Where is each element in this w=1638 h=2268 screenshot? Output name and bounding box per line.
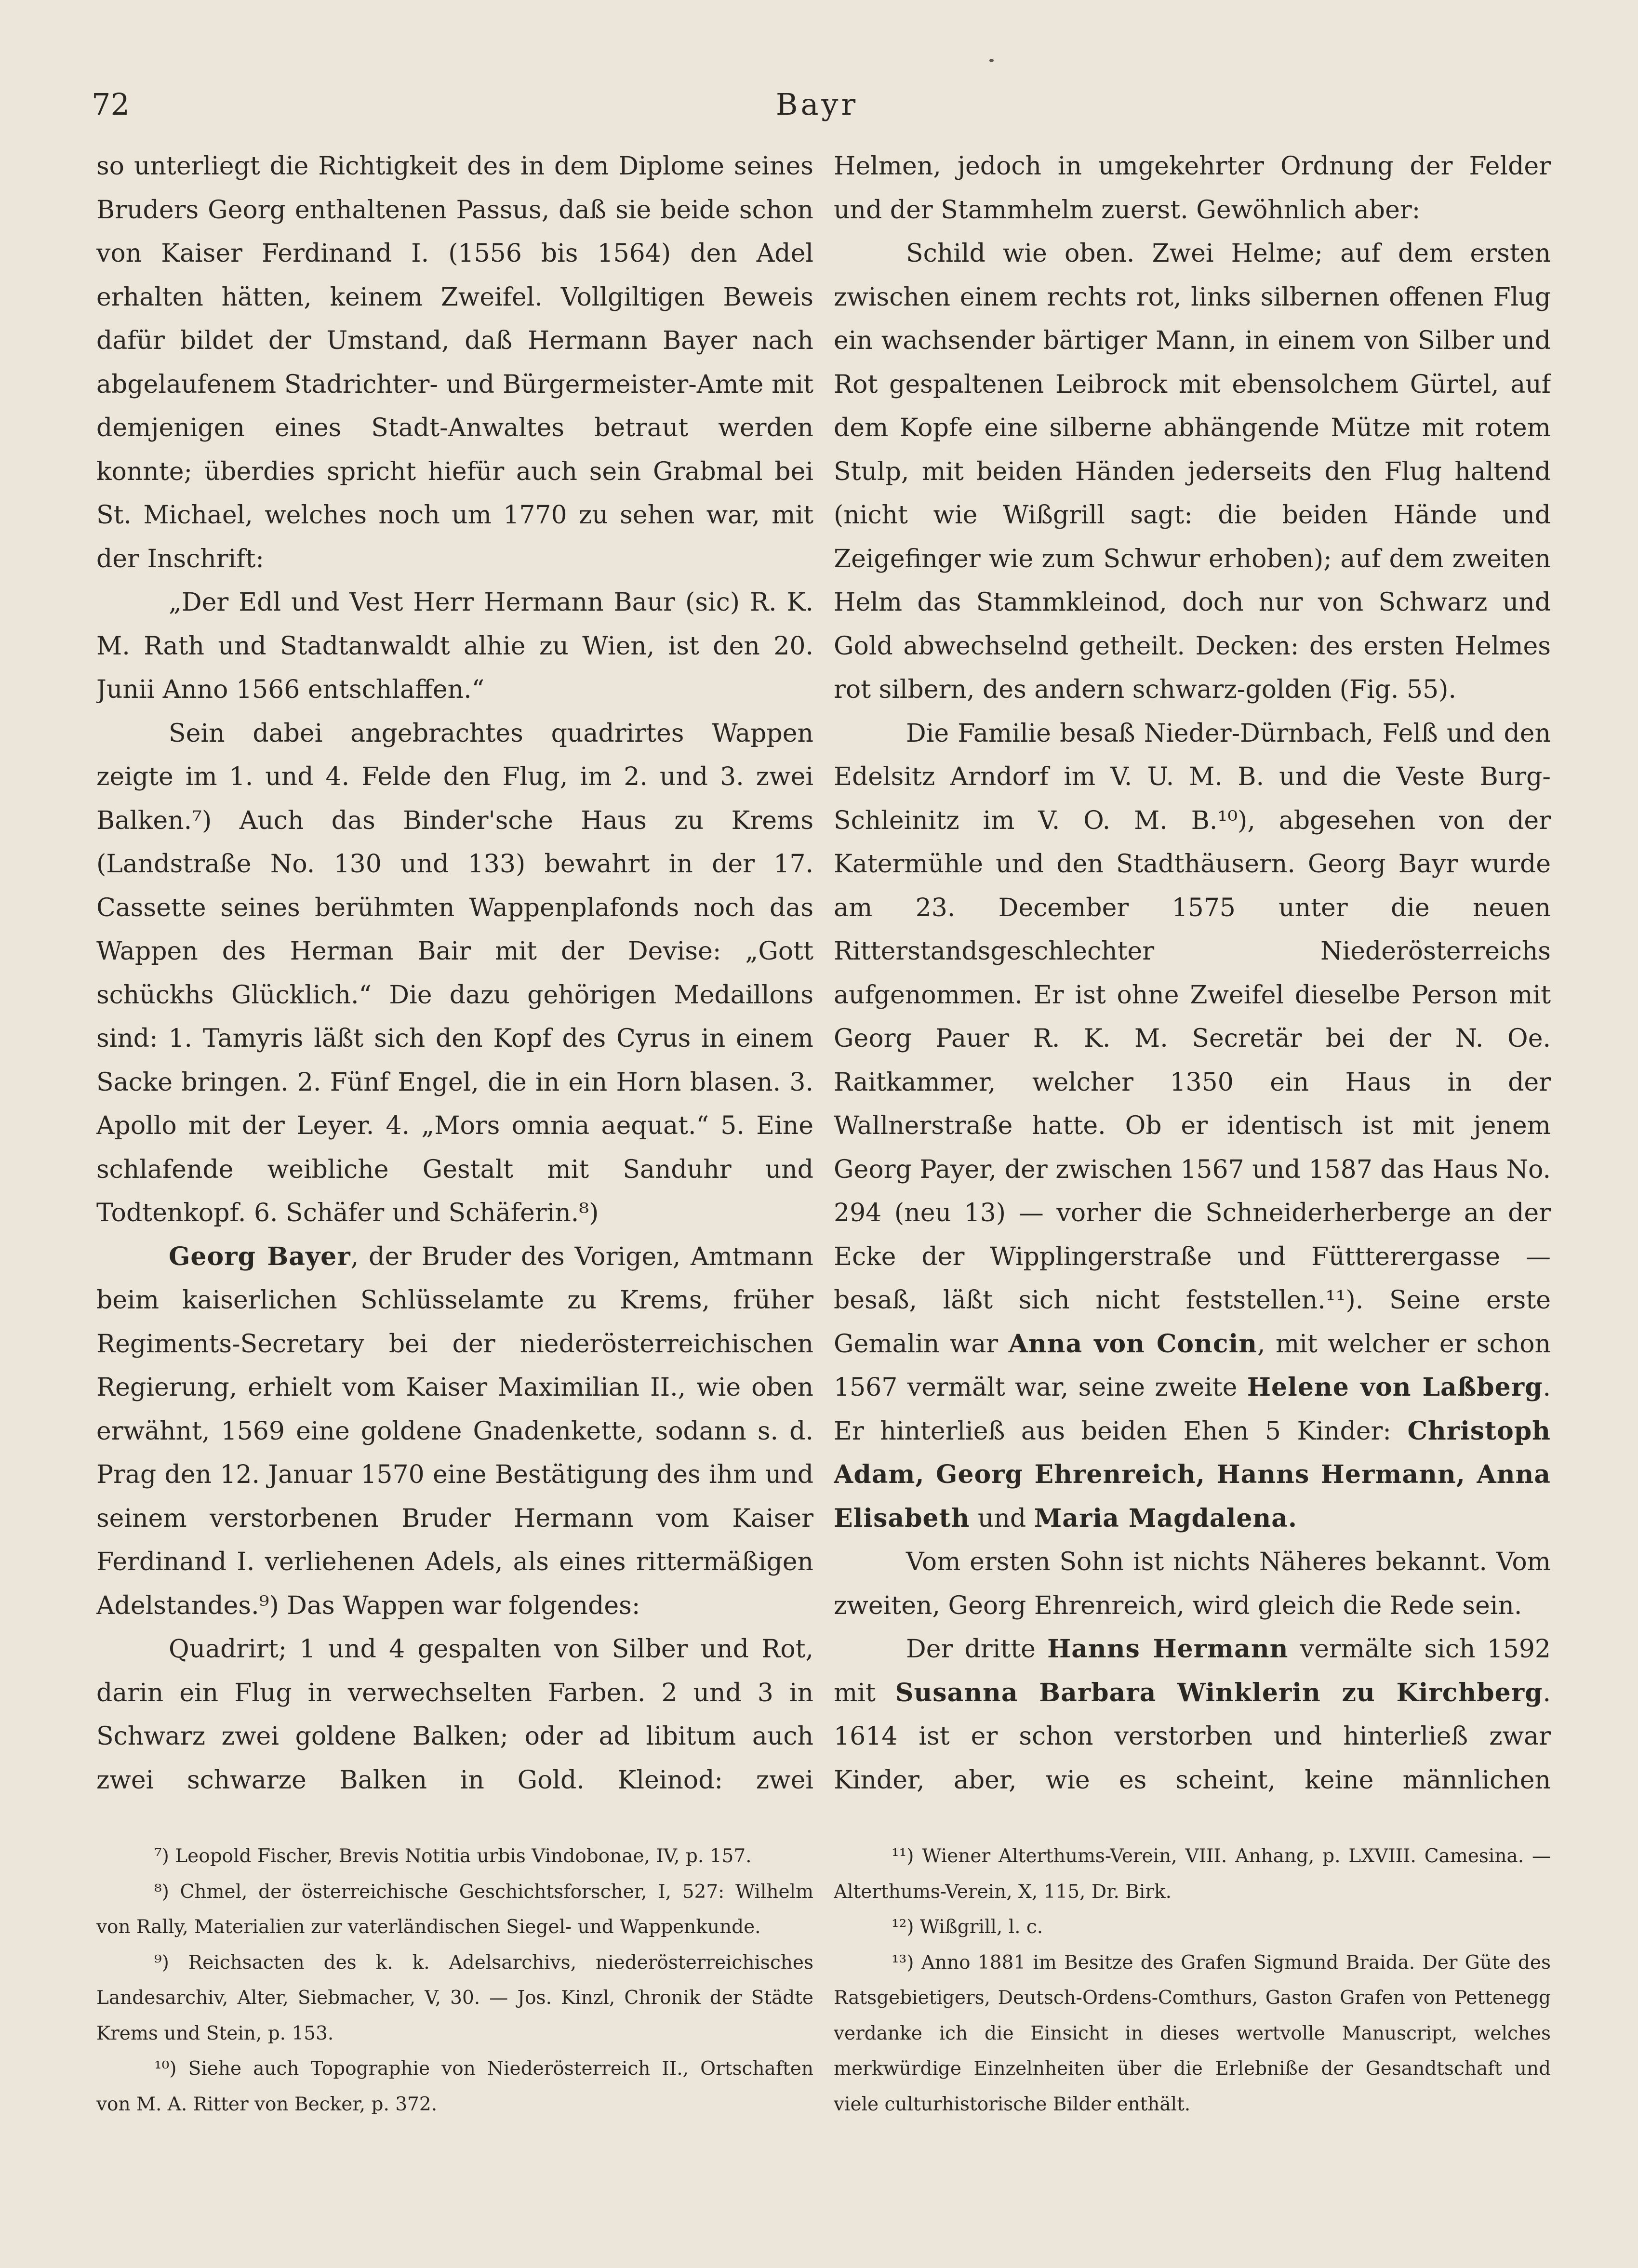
paragraph-georg-bayer: [96, 1235, 813, 1628]
paragraph-text: , der Bruder des Vorigen, Amtmann beim kaiserlichen Schlüsselamte zu Krems, früher Regiments-Secretary bei der niederösterreichischen Regierung, erhielt vom Kaiser Maximilian II., wie oben erwähnt, 1569 eine goldene Gnadenkette, sodann s. d. Prag den 12. Januar 1570 eine Bestätigung des ihm und seinem verstorbenen Bruder Hermann vom Kaiser Ferdinand I. verliehenen Adels, als eines rittermäßigen Adelstandes.⁹) Das Wappen war folgendes:: [96, 1242, 813, 1620]
person-name: Helene von Laßberg: [1247, 1373, 1543, 1402]
paper-speck: [989, 59, 994, 62]
footnotes-right: [834, 1839, 1551, 2137]
person-name: Georg Bayer: [169, 1241, 351, 1271]
paragraph-third-son: Der dritte Hanns Hermann vermälte sich 1592 mit Susanna Barbara Winklerin zu Kirchberg. 1614 ist er schon verstorben und hinterließ zwar Kinder, aber, wie es scheint, keine männlichen: [834, 1634, 1551, 1795]
page-number: 72: [92, 87, 130, 122]
footnote: ¹¹) Wiener Alterthums-Verein, VIII. Anhang, p. LXVIII. Camesina. — Alterthums-Verein, X, 115, Dr. Birk.: [834, 1845, 1551, 1903]
footnote: ⁷) Leopold Fischer, Brevis Notitia urbis Vindobonae, IV, p. 157.: [154, 1845, 752, 1867]
footnote: ⁸) Chmel, der österreichische Geschichtsforscher, I, 527: Wilhelm von Rally, Materialien zur vaterländischen Siegel- und Wappenkunde.: [96, 1881, 813, 1938]
paragraph-coat-of-arms: Sein dabei angebrachtes quadrirtes Wappen zeigte im 1. und 4. Felde den Flug, im 2. und 3. zwei Balken.⁷) Auch das Binder'sche Haus zu Krems (Landstraße No. 130 und 133) bewahrt in der 17. Cassette seines berühmten Wappenplafonds noch das Wappen des Herman Bair mit der Devise: „Gott schückhs Glücklich.“ Die dazu gehörigen Medaillons sind: 1. Tamyris läßt sich den Kopf des Cyrus in einem Sacke bringen. 2. Fünf Engel, die in ein Horn blasen. 3. Apollo mit der Leyer. 4. „Mors omnia aequat.“ 5. Eine schlafende weibliche Gestalt mit Sanduhr und Todtenkopf. 6. Schäfer und Schäferin.⁸): [96, 719, 813, 1227]
person-name: Hanns Hermann: [1047, 1634, 1289, 1664]
inscription-quote: „Der Edl und Vest Herr Hermann Baur (sic) R. K. M. Rath und Stadtanwaldt alhie zu Wien, ist den 20. Junii Anno 1566 entschlaffen.“: [96, 588, 813, 704]
right-column: [834, 145, 1551, 1802]
paragraph-blazon: Quadrirt; 1 und 4 gespalten von Silber und Rot, darin ein Flug in verwechselten Farben. 2 und 3 in Schwarz zwei goldene Balken; oder ad libitum auch zwei schwarze Balken in Gold. Kleinod: zwei: [96, 1635, 813, 1795]
footnote: ¹³) Anno 1881 im Besitze des Grafen Sigmund Braida. Der Güte des Ratsgebietigers, Deutsch-Ordens-Comthurs, Gaston Grafen von Pettenegg verdanke ich die Einsicht in dieses wertvolle Manuscript, welches merkwürdige Einzelnheiten über die Erlebniße der Gesandtschaft und viele culturhistorische Bilder enthält.: [834, 1951, 1551, 2115]
person-name: Susanna Barbara Winklerin zu Kirchberg: [895, 1678, 1543, 1708]
person-name: Anna von Concin: [1008, 1329, 1258, 1359]
children-names: Christoph Adam, Georg Ehrenreich, Hanns Hermann, Anna Elisabeth: [834, 1416, 1551, 1533]
footnote: ¹⁰) Siehe auch Topographie von Niederösterreich II., Ortschaften von M. A. Ritter von Becker, p. 372.: [96, 2058, 813, 2115]
paragraph-continued: Helmen, jedoch in umgekehrter Ordnung der Felder und der Stammhelm zuerst. Gewöhnlich aber:: [834, 152, 1551, 225]
footnote: ¹²) Wißgrill, l. c.: [892, 1916, 1043, 1938]
running-title: Bayr: [775, 87, 859, 122]
running-head: [92, 87, 1543, 130]
paragraph-family: Die Familie besaß Nieder-Dürnbach, Felß und den Edelsitz Arndorf im V. U. M. B. und die Veste Burg-Schleinitz im V. O. M. B.¹⁰), abgesehen von der Katermühle und den Stadthäusern. Georg Bayr wurde am 23. December 1575 unter die neuen Ritterstandsgeschlechter Niederösterreichs aufgenommen. Er ist ohne Zweifel dieselbe Person mit Georg Pauer R. K. M. Secretär bei der N. Oe. Raitkammer, welcher 1350 ein Haus in der Wallnerstraße hatte. Ob er identisch ist mit jenem Georg Payer, der zwischen 1567 und 1587 das Haus No. 294 (neu 13) — vorher die Schneiderherberge an der Ecke der Wipplingerstraße und Füttterergasse — besaß, läßt sich nicht feststellen.¹¹). Seine erste Gemalin war Anna von Concin, mit welcher er schon 1567 vermält war, seine zweite Helene von Laßberg. Er hinterließ aus beiden Ehen 5 Kinder: Christoph Adam, Georg Ehrenreich, Hanns Hermann, Anna Elisabeth und Maria Magdalena.: [834, 719, 1551, 1533]
paragraph-first-son: Vom ersten Sohn ist nichts Näheres bekannt. Vom zweiten, Georg Ehrenreich, wird gleich die Rede sein.: [834, 1548, 1551, 1620]
footnotes-left: [96, 1839, 813, 2137]
paragraph-continued: so unterliegt die Richtigkeit des in dem Diplome seines Bruders Georg enthaltenen Passus, daß sie beide schon von Kaiser Ferdinand I. (1556 bis 1564) den Adel erhalten hätten, keinem Zweifel. Vollgiltigen Beweis dafür bildet der Umstand, daß Hermann Bayer nach abgelaufenem Stadrichter- und Bürgermeister-Amte mit demjenigen eines Stadt-Anwaltes betraut werden konnte; überdies spricht hiefür auch sein Grabmal bei St. Michael, welches noch um 1770 zu sehen war, mit der Inschrift:: [96, 152, 813, 574]
person-name: Maria Magdalena.: [1034, 1503, 1298, 1533]
footnote: ⁹) Reichsacten des k. k. Adelsarchivs, niederösterreichisches Landesarchiv, Alter, Siebmacher, V, 30. — Jos. Kinzl, Chronik der Städte Krems und Stein, p. 153.: [96, 1951, 813, 2044]
paragraph-shield: Schild wie oben. Zwei Helme; auf dem ersten zwischen einem rechts rot, links silbernen offenen Flug ein wachsender bärtiger Mann, in einem von Silber und Rot gespaltenen Leibrock mit ebensolchem Gürtel, auf dem Kopfe eine silberne abhängende Mütze mit rotem Stulp, mit beiden Händen jederseits den Flug haltend (nicht wie Wißgrill sagt: die beiden Hände und Zeigefinger wie zum Schwur erhoben); auf dem zweiten Helm das Stammkleinod, doch nur von Schwarz und Gold abwechselnd getheilt. Decken: des ersten Helmes rot silbern, des andern schwarz-golden (Fig. 55).: [834, 239, 1551, 704]
left-column: [96, 145, 813, 1802]
